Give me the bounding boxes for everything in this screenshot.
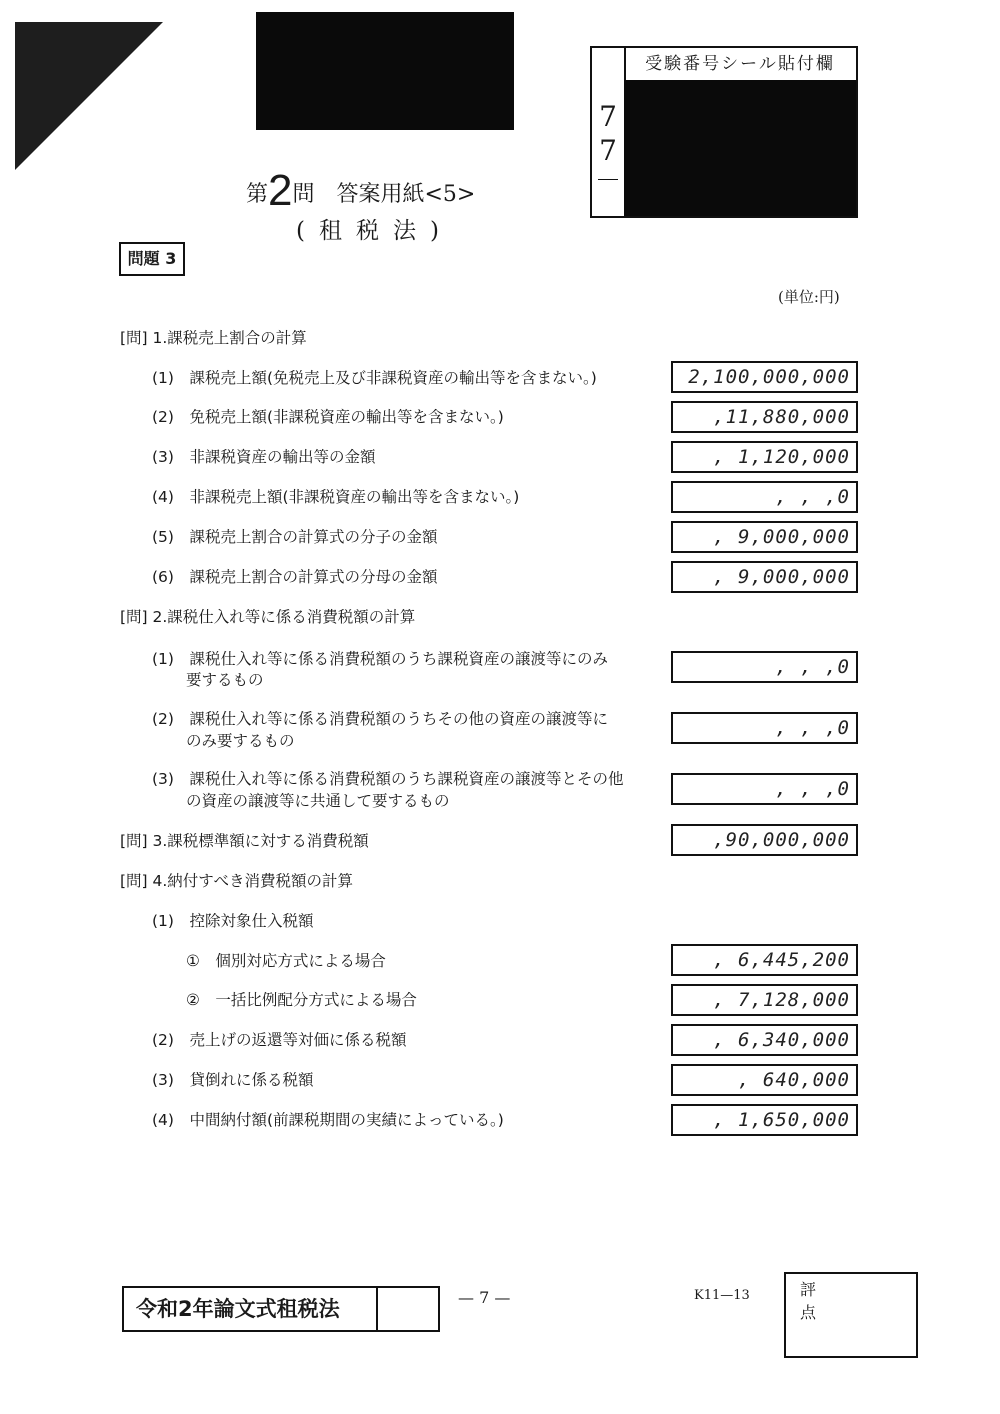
item-1-1-label: (1) 課税売上額(免税売上及び非課税資産の輸出等を含まない。) bbox=[152, 369, 597, 387]
score-label: 評点 bbox=[800, 1280, 875, 1322]
item-1-6-answer: , 9,000,000 bbox=[671, 561, 858, 593]
score-box bbox=[784, 1272, 918, 1358]
section-1-heading: [問] 1.課税売上割合の計算 bbox=[120, 329, 307, 347]
item-1-4-answer: , , ,0 bbox=[671, 481, 858, 513]
item-1-5-label: (5) 課税売上割合の計算式の分子の金額 bbox=[152, 528, 438, 546]
title-number: 2 bbox=[268, 166, 293, 215]
item-4-2-answer: , 6,340,000 bbox=[671, 1024, 858, 1056]
corner-mark bbox=[15, 22, 163, 170]
section-4-heading: [問] 4.納付すべき消費税額の計算 bbox=[120, 872, 354, 890]
item-1-6-label: (6) 課税売上割合の計算式の分母の金額 bbox=[152, 568, 438, 586]
redacted-area bbox=[256, 12, 514, 130]
subject-subtitle: (租税法) bbox=[296, 218, 453, 244]
item-2-1-label: (1) 課税仕入れ等に係る消費税額のうち課税資産の譲渡等にのみ bbox=[152, 650, 608, 668]
page-fraction bbox=[592, 48, 626, 216]
item-1-5-answer: , 9,000,000 bbox=[671, 521, 858, 553]
item-4-4-answer: , 1,650,000 bbox=[671, 1104, 858, 1136]
item-4-4-label: (4) 中間納付額(前課税期間の実績によっている。) bbox=[152, 1111, 504, 1129]
item-1-2-label: (2) 免税売上額(非課税資産の輸出等を含まない。) bbox=[152, 408, 504, 426]
title-prefix: 第 bbox=[246, 182, 269, 207]
fraction-top: 7 bbox=[599, 100, 617, 133]
question-label: 問題 3 bbox=[119, 242, 185, 276]
page-number: — 7 — bbox=[458, 1288, 511, 1307]
item-4-1-label: (1) 控除対象仕入税額 bbox=[152, 912, 314, 930]
item-2-2-label: (2) 課税仕入れ等に係る消費税額のうちその他の資産の譲渡等に bbox=[152, 710, 608, 728]
page-title bbox=[246, 166, 475, 216]
item-2-3-answer: , , ,0 bbox=[671, 773, 858, 805]
item-1-2-answer: ,11,880,000 bbox=[671, 401, 858, 433]
exam-name-box bbox=[122, 1286, 440, 1332]
exam-number-seal-box bbox=[590, 46, 858, 218]
item-1-1-answer: 2,100,000,000 bbox=[671, 361, 858, 393]
section-3-heading: [問] 3.課税標準額に対する消費税額 bbox=[120, 832, 369, 850]
item-2-1-answer: , , ,0 bbox=[671, 651, 858, 683]
item-3-answer: ,90,000,000 bbox=[671, 824, 858, 856]
unit-label: (単位:円) bbox=[778, 288, 840, 306]
item-1-3-label: (3) 非課税資産の輸出等の金額 bbox=[152, 448, 376, 466]
title-suffix: 問 答案用紙<5> bbox=[292, 182, 476, 207]
sheet-code: K11—13 bbox=[694, 1288, 750, 1303]
item-4-1-1-label: ① 個別対応方式による場合 bbox=[186, 952, 386, 970]
redacted-seal bbox=[624, 80, 856, 216]
item-2-3-label: (3) 課税仕入れ等に係る消費税額のうち課税資産の譲渡等とその他 bbox=[152, 770, 624, 788]
item-2-2-label-cont: のみ要するもの bbox=[186, 732, 295, 750]
item-1-3-answer: , 1,120,000 bbox=[671, 441, 858, 473]
item-1-4-label: (4) 非課税売上額(非課税資産の輸出等を含まない。) bbox=[152, 488, 520, 506]
item-4-1-1-answer: , 6,445,200 bbox=[671, 944, 858, 976]
seal-label: 受験番号シール貼付欄 bbox=[624, 48, 856, 82]
fraction-bar bbox=[598, 179, 618, 180]
item-2-1-label-cont: 要するもの bbox=[186, 671, 264, 689]
item-2-2-answer: , , ,0 bbox=[671, 712, 858, 744]
item-4-3-label: (3) 貸倒れに係る税額 bbox=[152, 1071, 314, 1089]
section-2-heading: [問] 2.課税仕入れ等に係る消費税額の計算 bbox=[120, 608, 416, 626]
item-4-2-label: (2) 売上げの返還等対価に係る税額 bbox=[152, 1031, 407, 1049]
item-4-1-2-answer: , 7,128,000 bbox=[671, 984, 858, 1016]
item-4-3-answer: , 640,000 bbox=[671, 1064, 858, 1096]
exam-name: 令和2年論文式租税法 bbox=[124, 1288, 378, 1330]
item-4-1-2-label: ② 一括比例配分方式による場合 bbox=[186, 991, 417, 1009]
item-2-3-label-cont: の資産の譲渡等に共通して要するもの bbox=[186, 792, 450, 810]
fraction-bottom: 7 bbox=[599, 134, 617, 167]
